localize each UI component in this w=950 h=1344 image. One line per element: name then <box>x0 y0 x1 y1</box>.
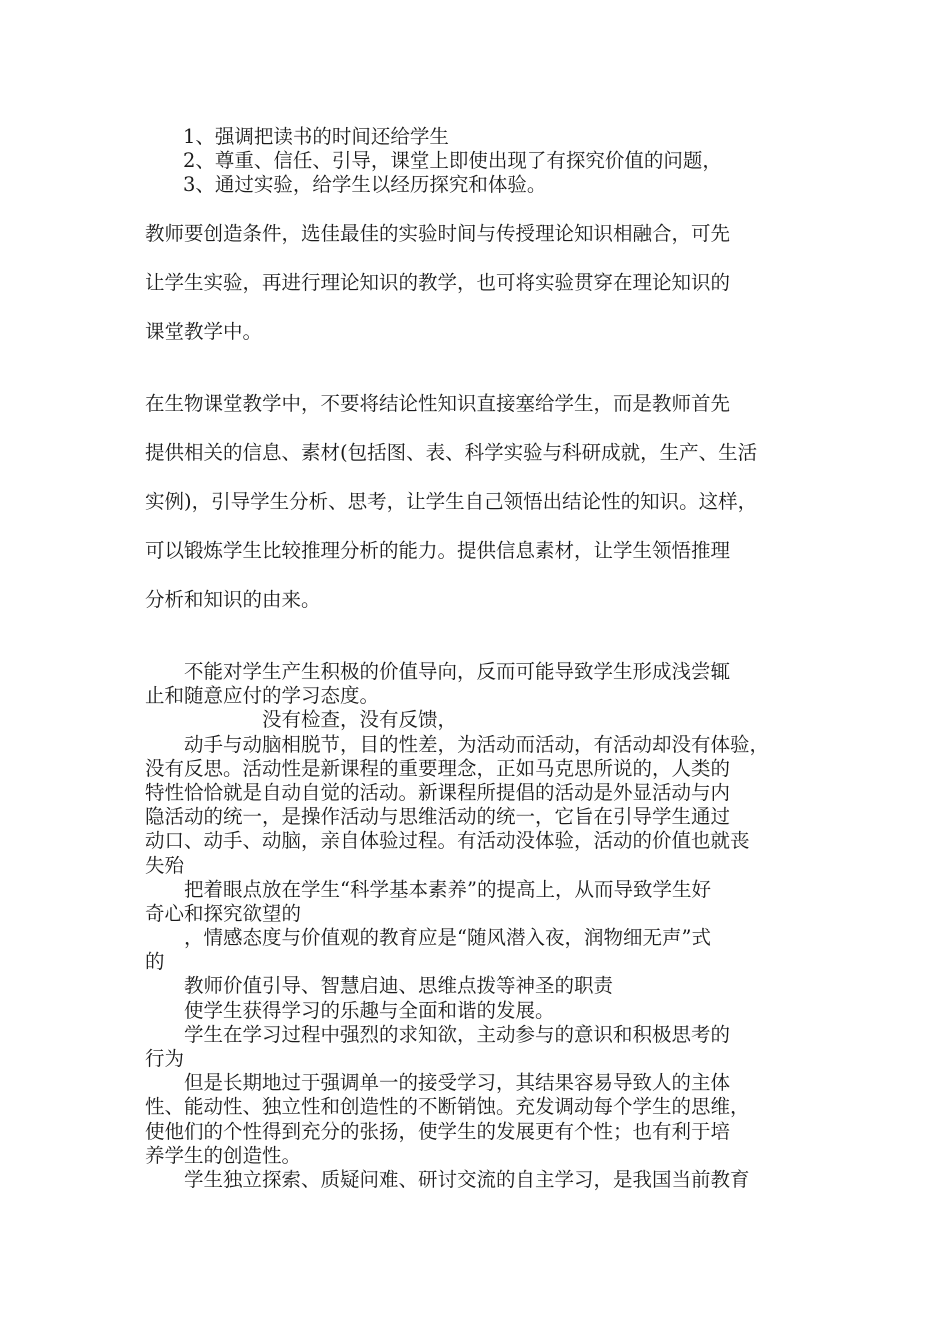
text-line: 止和随意应付的学习态度。 <box>145 684 380 708</box>
text-line: 不能对学生产生积极的价值导向，反而可能导致学生形成浅尝辄 <box>184 660 731 683</box>
numbered-list <box>183 125 883 197</box>
text-line: 学生在学习过程中强烈的求知欲，主动参与的意识和积极思考的 <box>184 1022 731 1046</box>
paragraph-line: 教师要创造条件，选佳最佳的实验时间与传授理论知识相融合，可先 <box>145 222 731 245</box>
text-line: 没有检查，没有反馈， <box>262 708 458 732</box>
paragraph-line: 实例)，引导学生分析、思考，让学生自己领悟出结论性的知识。这样， <box>145 490 758 513</box>
paragraph-line: 提供相关的信息、素材(包括图、表、科学实验与科研成就，生产、生活 <box>145 441 758 464</box>
paragraph-line: 课堂教学中。 <box>145 320 263 343</box>
paragraph-biology <box>145 393 815 638</box>
text-line: 动口、动手、动脑，亲自体验过程。有活动没体验，活动的价值也就丧 <box>145 829 750 853</box>
text-line: 特性恰恰就是自动自觉的活动。新课程所提倡的活动是外显活动与内 <box>145 780 731 804</box>
paragraph-experiment <box>145 223 815 370</box>
text-line: 行为 <box>145 1047 185 1070</box>
paragraph-line: 可以锻炼学生比较推理分析的能力。提供信息素材，让学生领悟推理 <box>145 539 731 562</box>
paragraph-line: 在生物课堂教学中，不要将结论性知识直接塞给学生，而是教师首先 <box>145 392 731 415</box>
paragraph-line: 分析和知识的由来。 <box>145 588 321 611</box>
text-line: 学生独立探索、质疑问难、研讨交流的自主学习，是我国当前教育 <box>184 1167 750 1191</box>
text-line: 使学生获得学习的乐趣与全面和谐的发展。 <box>184 998 555 1022</box>
text-line: 性、能动性、独立性和创造性的不断销蚀。充发调动每个学生的思维， <box>145 1095 750 1119</box>
text-line: 的 <box>145 950 165 974</box>
paragraph-line: 让学生实验，再进行理论知识的教学，也可将实验贯穿在理论知识的 <box>145 271 731 294</box>
text-line: 教师价值引导、智慧启迪、思维点拨等神圣的职责 <box>184 974 614 998</box>
text-line: ，情感态度与价值观的教育应是“随风潜入夜，润物细无声”式 <box>184 926 711 950</box>
text-line: 奇心和探究欲望的 <box>145 901 302 925</box>
list-item: 2、尊重、信任、引导，课堂上即使出现了有探究价值的问题， <box>183 149 722 172</box>
text-line: 失殆 <box>145 853 185 877</box>
text-line: 把着眼点放在学生“科学基本素养”的提高上，从而导致学生好 <box>184 877 711 901</box>
text-line: 养学生的创造性。 <box>145 1143 302 1167</box>
text-line: 隐活动的统一，是操作活动与思维活动的统一，它旨在引导学生通过 <box>145 805 731 829</box>
text-line: 动手与动脑相脱节，目的性差，为活动而活动，有活动却没有体验， <box>184 732 770 756</box>
text-block-notes <box>145 660 815 1192</box>
list-item: 1、强调把读书的时间还给学生 <box>183 125 449 148</box>
list-item: 3、通过实验，给学生以经历探究和体验。 <box>183 173 547 196</box>
text-line: 没有反思。活动性是新课程的重要理念，正如马克思所说的，人类的 <box>145 756 731 780</box>
text-line: 使他们的个性得到充分的张扬，使学生的发展更有个性；也有利于培 <box>145 1119 731 1143</box>
text-line: 但是长期地过于强调单一的接受学习，其结果容易导致人的主体 <box>184 1071 731 1095</box>
